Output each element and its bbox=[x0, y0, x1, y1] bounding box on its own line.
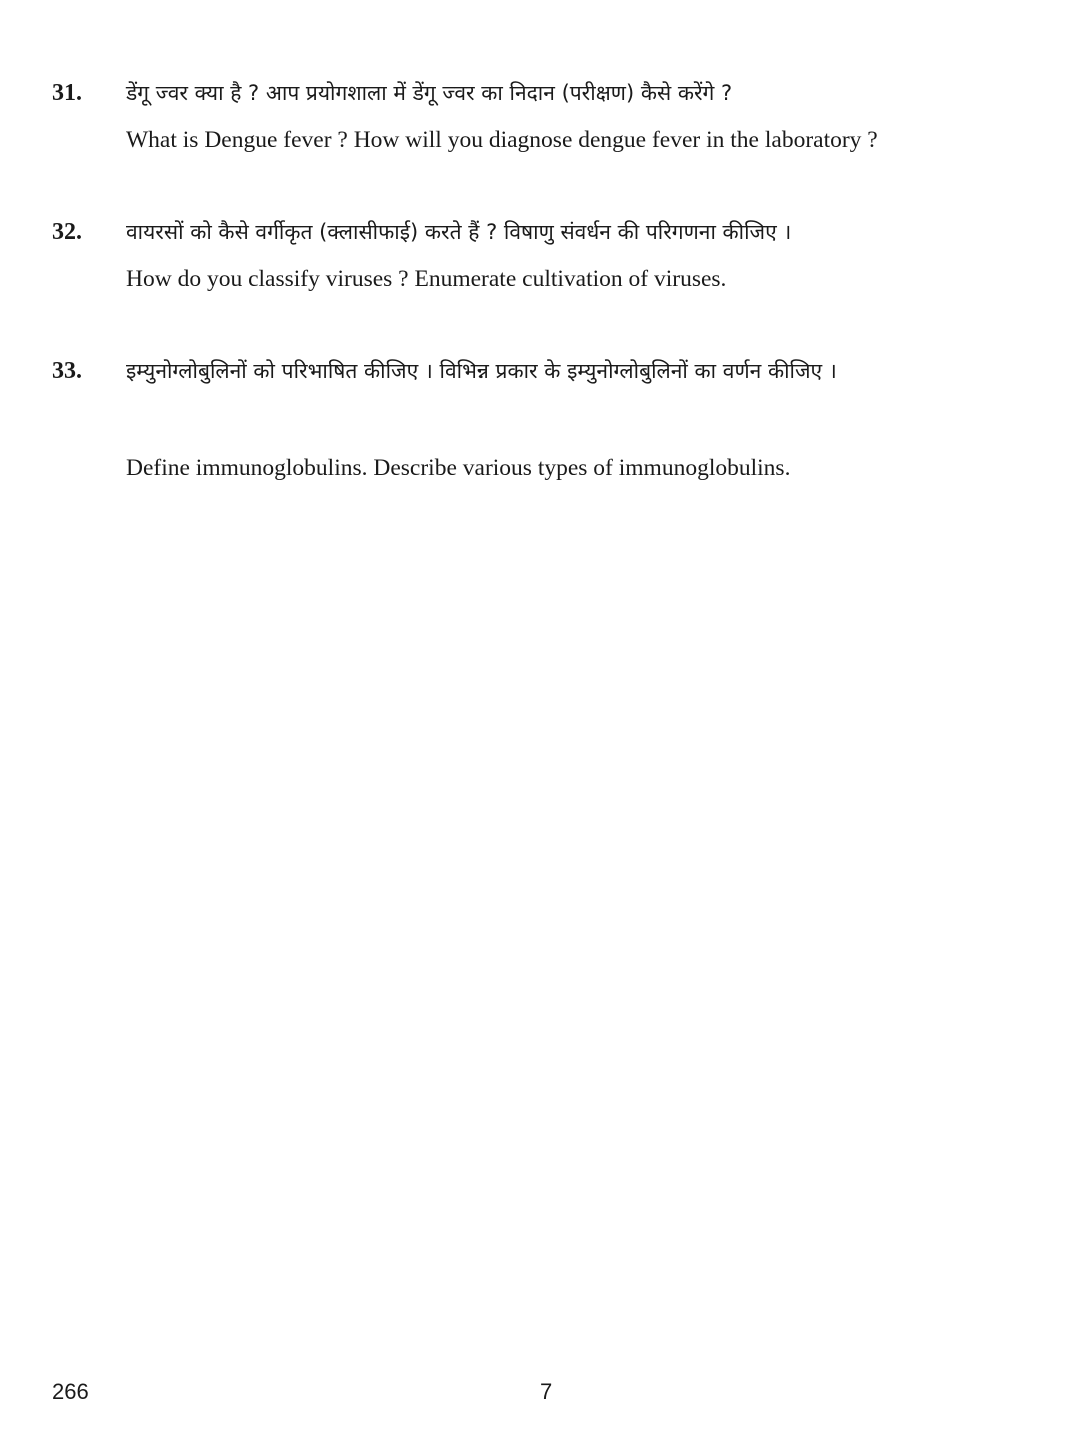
question-text-english: What is Dengue fever ? How will you diagnose dengue fever in the laboratory ? bbox=[126, 127, 878, 153]
question-text-english: How do you classify viruses ? Enumerate cultivation of viruses. bbox=[126, 266, 727, 292]
question-text-hindi: इम्युनोग्लोबुलिनों को परिभाषित कीजिए । विभिन्न प्रकार के इम्युनोग्लोबुलिनों का वर्णन कीजिए । bbox=[126, 359, 837, 383]
question-number: 32. bbox=[52, 219, 82, 245]
question-text-hindi: वायरसों को कैसे वर्गीकृत (क्लासीफाई) करते हैं ? विषाणु संवर्धन की परिगणना कीजिए । bbox=[126, 220, 792, 244]
question-text-english: Define immunoglobulins. Describe various types of immunoglobulins. bbox=[126, 455, 791, 481]
question-number: 31. bbox=[52, 80, 82, 106]
question-text-hindi: डेंगू ज्वर क्या है ? आप प्रयोगशाला में डेंगू ज्वर का निदान (परीक्षण) कैसे करेंगे ? bbox=[126, 81, 733, 105]
paper-code: 266 bbox=[52, 1379, 89, 1404]
question-number: 33. bbox=[52, 358, 82, 384]
page-number: 7 bbox=[540, 1379, 553, 1404]
